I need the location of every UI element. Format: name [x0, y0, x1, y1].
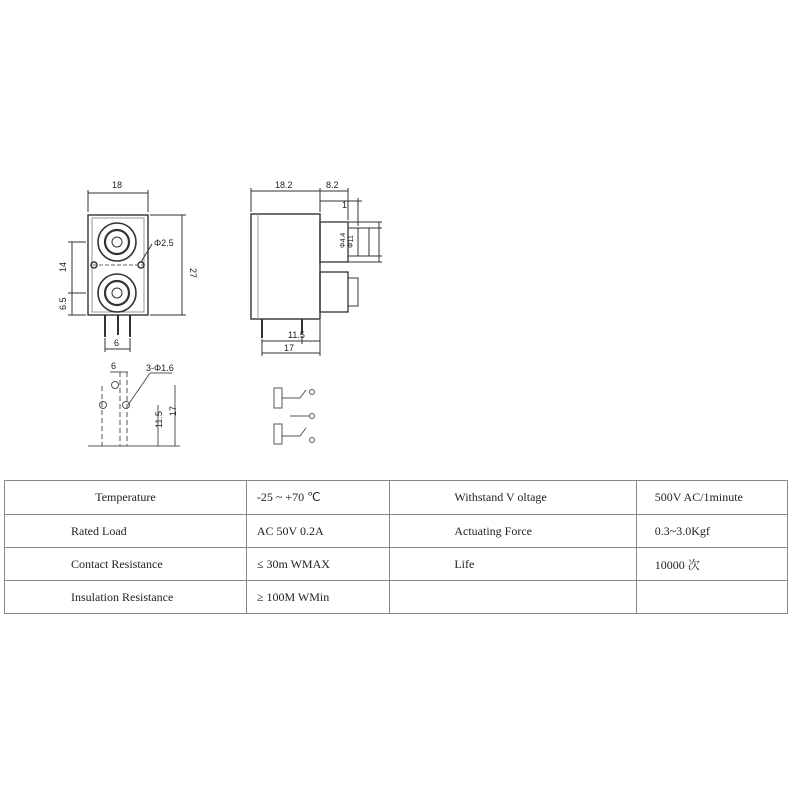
contact-schematic	[274, 388, 315, 444]
spec-value: AC 50V 0.2A	[246, 515, 389, 548]
dim-socket-step: 1	[342, 200, 348, 210]
spec-row	[5, 515, 788, 548]
dim-pcb-spacing: 6	[111, 361, 117, 371]
dim-height-total: 27	[188, 268, 198, 279]
dim-bottom-offset: 6.5	[58, 297, 68, 310]
dim-pin-spacing: 6	[114, 338, 120, 348]
dim-pcb-vert2: 17	[168, 405, 178, 416]
front-view	[68, 190, 186, 352]
spec-label: Rated Load	[5, 515, 247, 548]
spec-label: Insulation Resistance	[5, 581, 247, 614]
dim-hole-dia: Φ2.5	[154, 238, 174, 248]
dim-side-pin-offset: 11.5	[288, 330, 305, 340]
spec-label: Temperature	[5, 481, 247, 515]
spec-row	[5, 548, 788, 581]
dimension-labels	[58, 180, 355, 428]
dim-socket-depth: 8.2	[326, 180, 339, 190]
specification-table	[4, 480, 788, 614]
spec-row	[5, 481, 788, 515]
spec-value: ≥ 100M WMin	[246, 581, 389, 614]
pcb-layout	[88, 372, 180, 446]
side-view	[251, 188, 382, 356]
spec-row	[5, 581, 788, 614]
spec-value	[636, 581, 787, 614]
spec-value: -25 ~ +70 ℃	[246, 481, 389, 515]
spec-label: Life	[390, 548, 636, 581]
spec-label: Withstand V oltage	[390, 481, 636, 515]
dim-pcb-vert1: 11.5	[154, 411, 164, 428]
dim-inner-dia: Φ4.4	[340, 232, 347, 248]
dim-side-base: 17	[284, 343, 295, 353]
dim-front-width: 18	[112, 180, 123, 190]
dim-pcb-holes: 3-Φ1.6	[146, 363, 174, 373]
dim-side-depth: 18.2	[275, 180, 293, 190]
spec-value: 0.3~3.0Kgf	[636, 515, 787, 548]
spec-label: Contact Resistance	[5, 548, 247, 581]
spec-value: 500V AC/1minute	[636, 481, 787, 515]
spec-value: ≤ 30m WMAX	[246, 548, 389, 581]
spec-value: 10000 次	[636, 548, 787, 581]
spec-label: Actuating Force	[390, 515, 636, 548]
dim-outer-dia: Φ11	[348, 235, 355, 248]
spec-label	[390, 581, 636, 614]
dim-pitch: 14	[58, 261, 68, 272]
